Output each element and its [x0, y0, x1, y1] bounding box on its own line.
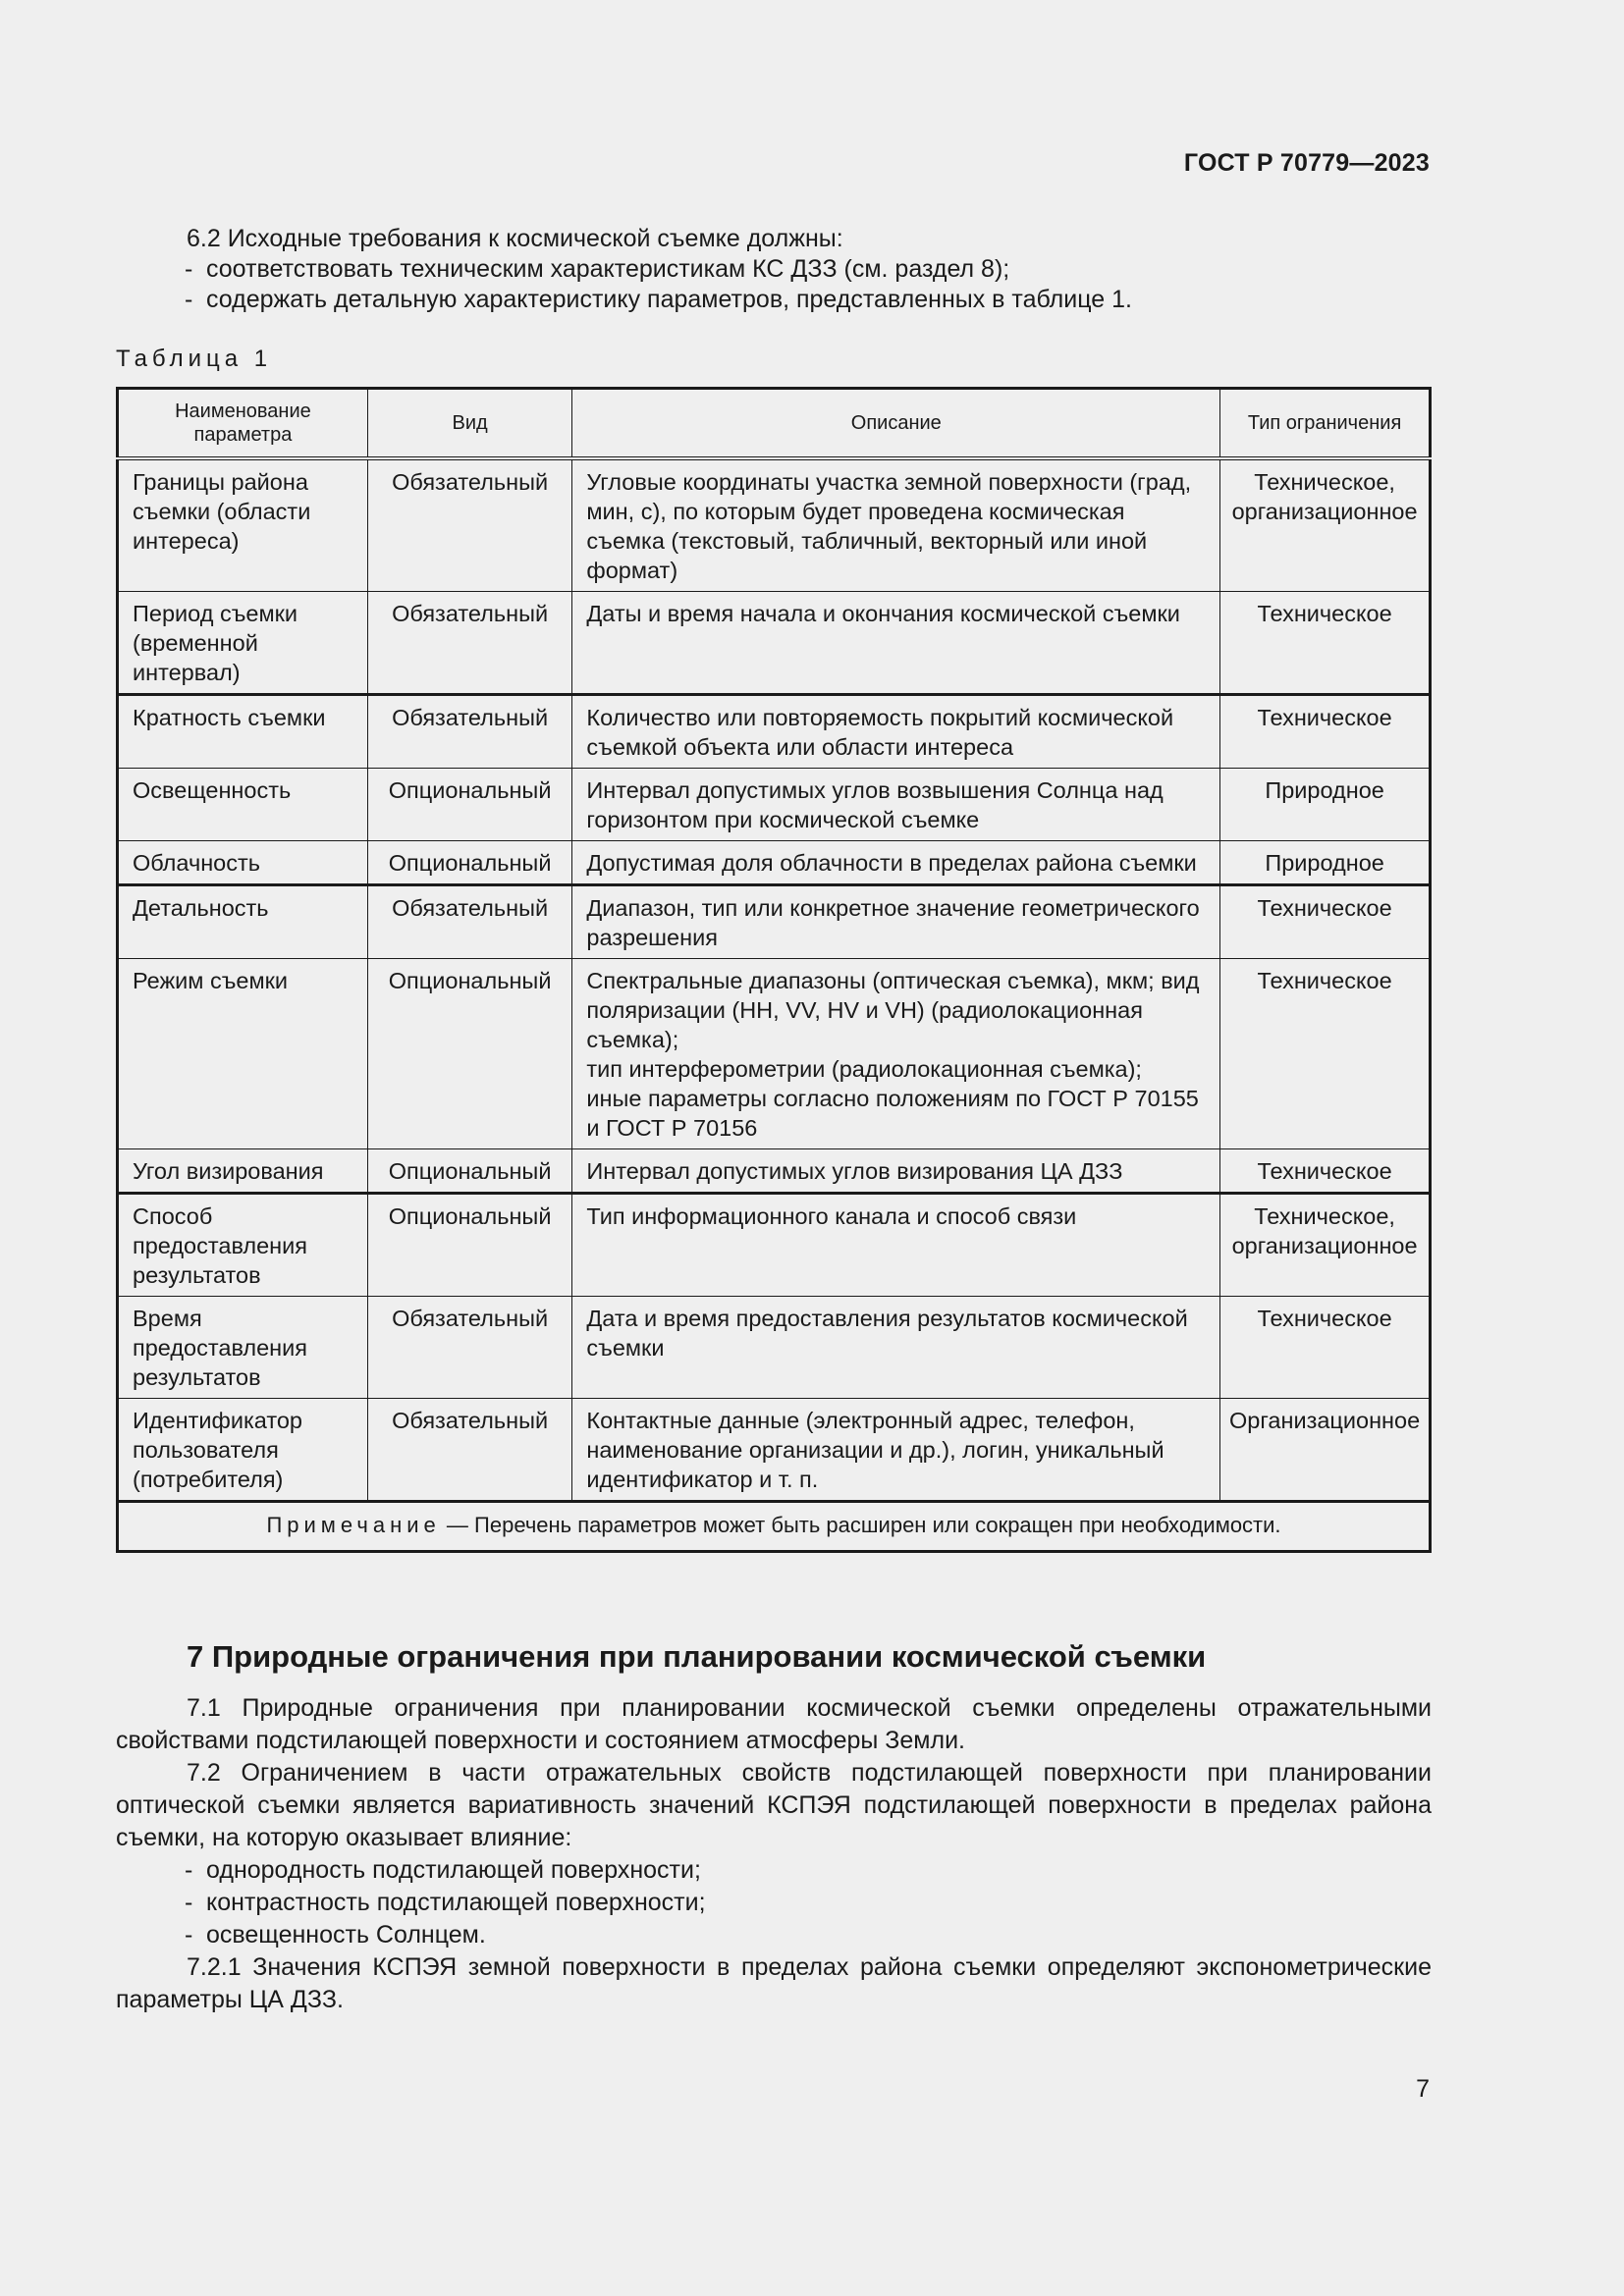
table-row: [118, 885, 1431, 959]
cell-kind: Обязательный: [367, 458, 572, 592]
cell-desc: Тип информационного канала и способ связи: [572, 1194, 1220, 1297]
table-row: [118, 959, 1431, 1149]
cell-desc: Дата и время предоставления результатов космической съемки: [572, 1297, 1220, 1399]
header-type: Тип ограничения: [1220, 389, 1431, 459]
table-row: [118, 458, 1431, 592]
cell-type: Организационное: [1220, 1399, 1431, 1502]
note-label: Примечание: [266, 1513, 441, 1537]
cell-desc: Количество или повторяемость покрытий космической съемкой объекта или области интереса: [572, 695, 1220, 769]
table-caption: Таблица 1: [116, 346, 273, 372]
cell-desc: Контактные данные (электронный адрес, телефон, наименование организации и др.), логин, уникальный идентификатор и т. п.: [572, 1399, 1220, 1502]
cell-kind: Обязательный: [367, 1399, 572, 1502]
list-item: - контрастность подстилающей поверхности;: [185, 1889, 706, 1916]
cell-kind: Обязательный: [367, 1297, 572, 1399]
cell-type: Природное: [1220, 841, 1431, 885]
cell-param: Детальность: [118, 885, 368, 959]
list-item: - соответствовать техническим характеристикам КС ДЗЗ (см. раздел 8);: [185, 255, 1010, 283]
table-row: [118, 841, 1431, 885]
cell-type: Техническое: [1220, 959, 1431, 1149]
list-item: - однородность подстилающей поверхности;: [185, 1856, 701, 1884]
cell-type: Природное: [1220, 769, 1431, 841]
clause-7-2-1: 7.2.1 Значения КСПЭЯ земной поверхности в пределах района съемки определяют экспонометрические параметры ЦА ДЗЗ.: [116, 1953, 1432, 2013]
cell-param: Угол визирования: [118, 1149, 368, 1194]
cell-kind: Опциональный: [367, 841, 572, 885]
desc-line: Спектральные диапазоны (оптическая съемка), мкм; вид поляризации (HH, VV, HV и VH) (радиолокационная съемка);: [586, 968, 1200, 1052]
cell-desc: Интервал допустимых углов визирования ЦА ДЗЗ: [572, 1149, 1220, 1194]
cell-kind: Опциональный: [367, 769, 572, 841]
clause-7-2: 7.2 Ограничением в части отражательных свойств подстилающей поверхности при планировании оптической съемки является вариативность значений КСПЭЯ подстилающей поверхности в пределах района съемки, на которую оказывает влияние:: [116, 1759, 1432, 1851]
cell-param: Способ предоставления результатов: [118, 1194, 368, 1297]
cell-type: Техническое: [1220, 695, 1431, 769]
section-heading: 7 Природные ограничения при планировании космической съемки: [187, 1639, 1207, 1674]
table-note: [118, 1502, 1431, 1552]
table-row: [118, 769, 1431, 841]
table-note-row: [118, 1502, 1431, 1552]
cell-desc: Интервал допустимых углов возвышения Солнца над горизонтом при космической съемке: [572, 769, 1220, 841]
cell-desc: Допустимая доля облачности в пределах района съемки: [572, 841, 1220, 885]
table-row: [118, 592, 1431, 695]
list-item: - содержать детальную характеристику параметров, представленных в таблице 1.: [185, 286, 1132, 313]
cell-kind: Опциональный: [367, 959, 572, 1149]
cell-desc: [572, 959, 1220, 1149]
clause-6-2-lead: 6.2 Исходные требования к космической съемке должны:: [187, 225, 843, 252]
cell-desc: Угловые координаты участка земной поверхности (град, мин, с), по которым будет проведена космическая съемка (текстовый, табличный, векторный или иной формат): [572, 458, 1220, 592]
table-row: [118, 1399, 1431, 1502]
table-row: [118, 695, 1431, 769]
desc-line: иные параметры согласно положениям по ГОСТ Р 70155 и ГОСТ Р 70156: [586, 1086, 1199, 1141]
clause-7-1: 7.1 Природные ограничения при планировании космической съемки определены отражательными свойствами подстилающей поверхности и состоянием атмосферы Земли.: [116, 1694, 1432, 1754]
cell-type: Техническое: [1220, 1297, 1431, 1399]
clause-6-2: [116, 224, 1432, 315]
cell-kind: Обязательный: [367, 592, 572, 695]
list-item: - освещенность Солнцем.: [185, 1921, 486, 1949]
cell-param: Режим съемки: [118, 959, 368, 1149]
note-text: Перечень параметров может быть расширен или сокращен при необходимости.: [474, 1513, 1281, 1537]
cell-type: Техническое, организационное: [1220, 1194, 1431, 1297]
header-desc: Описание: [572, 389, 1220, 459]
cell-desc: Диапазон, тип или конкретное значение геометрического разрешения: [572, 885, 1220, 959]
table-row: [118, 1149, 1431, 1194]
cell-param: Идентификатор пользователя (потребителя): [118, 1399, 368, 1502]
header-param: Наименование параметра: [118, 389, 368, 459]
cell-param: Границы района съемки (области интереса): [118, 458, 368, 592]
table-row: [118, 1297, 1431, 1399]
cell-kind: Опциональный: [367, 1149, 572, 1194]
cell-desc: Даты и время начала и окончания космической съемки: [572, 592, 1220, 695]
document-id: ГОСТ Р 70779—2023: [1183, 149, 1430, 177]
cell-param: Кратность съемки: [118, 695, 368, 769]
page-number: 7: [1416, 2075, 1430, 2103]
table-row: [118, 1194, 1431, 1297]
cell-param: Облачность: [118, 841, 368, 885]
requirements-table: [116, 387, 1432, 1553]
table-header-row: [118, 389, 1431, 459]
cell-type: Техническое, организационное: [1220, 458, 1431, 592]
header-kind: Вид: [367, 389, 572, 459]
cell-param: Период съемки (временной интервал): [118, 592, 368, 695]
cell-kind: Обязательный: [367, 695, 572, 769]
note-separator: —: [440, 1513, 475, 1537]
cell-type: Техническое: [1220, 1149, 1431, 1194]
cell-type: Техническое: [1220, 885, 1431, 959]
section-7: [116, 1637, 1432, 2016]
cell-kind: Опциональный: [367, 1194, 572, 1297]
desc-line: тип интерферометрии (радиолокационная съемка);: [586, 1056, 1142, 1082]
cell-type: Техническое: [1220, 592, 1431, 695]
cell-param: Освещенность: [118, 769, 368, 841]
cell-kind: Обязательный: [367, 885, 572, 959]
cell-param: Время предоставления результатов: [118, 1297, 368, 1399]
